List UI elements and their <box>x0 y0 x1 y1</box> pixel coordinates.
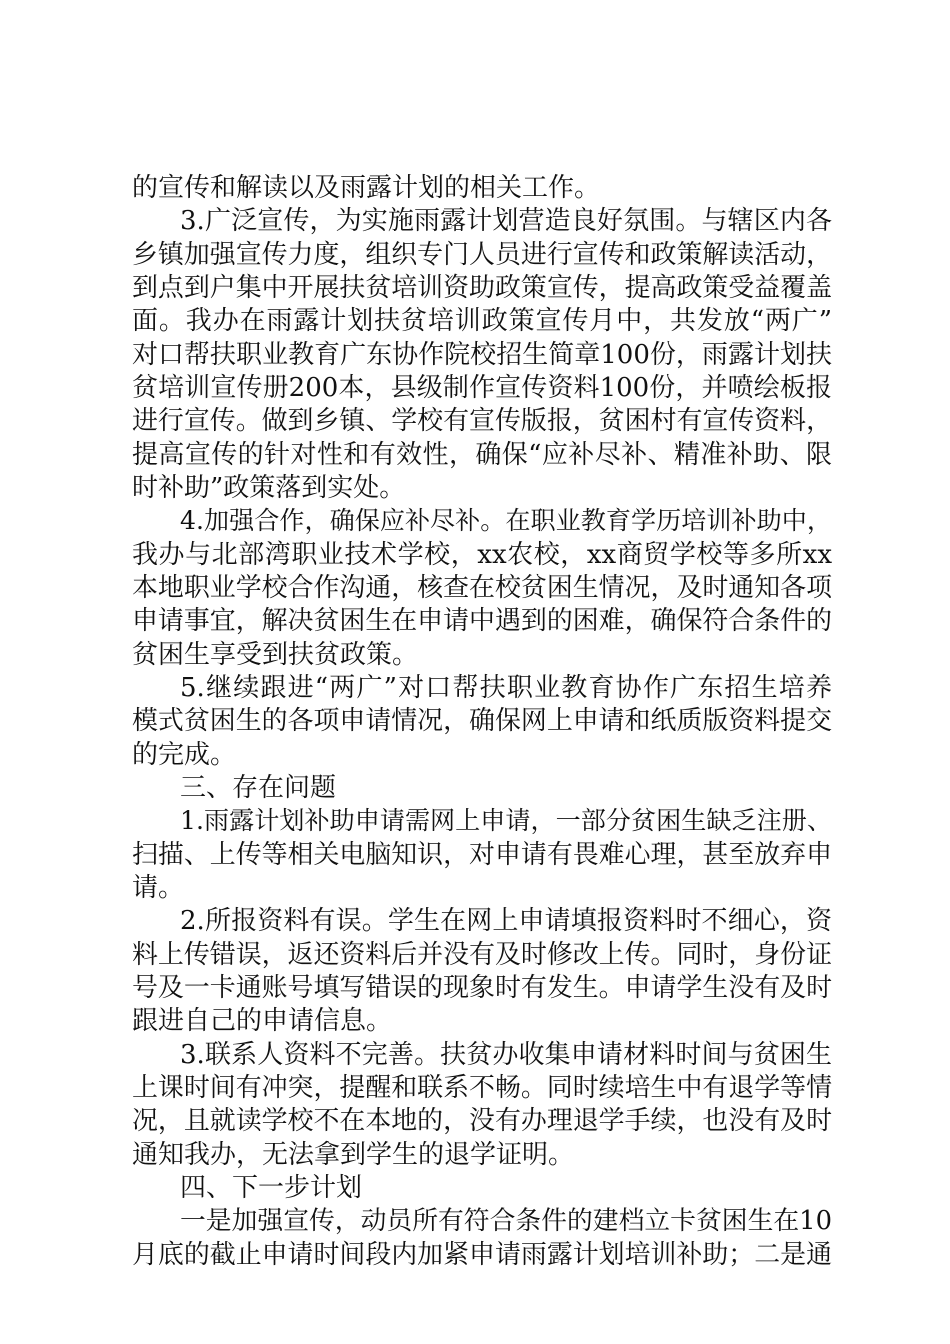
text-line: 号及一卡通账号填写错误的现象时有发生。申请学生没有及时 <box>132 973 832 1003</box>
section-heading: 四、下一步计划 <box>180 1173 363 1203</box>
text-line: 面。我办在雨露计划扶贫培训政策宣传月中，共发放“两广” <box>132 306 832 336</box>
text-line: 料上传错误，返还资料后并没有及时修改上传。同时，身份证 <box>132 940 832 970</box>
text-line: 本地职业学校合作沟通，核查在校贫困生情况，及时通知各项 <box>132 573 832 603</box>
text-line: 的完成。 <box>132 740 237 770</box>
text-line: 月底的截止申请时间段内加紧申请雨露计划培训补助；二是通 <box>132 1240 832 1270</box>
text-line: 通知我办，无法拿到学生的退学证明。 <box>132 1140 575 1170</box>
text-line: 对口帮扶职业教育广东协作院校招生简章100份，雨露计划扶 <box>132 340 832 370</box>
text-line: 进行宣传。做到乡镇、学校有宣传版报，贫困村有宣传资料， <box>132 406 832 436</box>
paragraph-first-line: 2.所报资料有误。学生在网上申请填报资料时不细心，资 <box>180 906 832 936</box>
paragraph-first-line: 5.继续跟进“两广”对口帮扶职业教育协作广东招生培养 <box>180 673 832 703</box>
paragraph-first-line: 3.广泛宣传，为实施雨露计划营造良好氛围。与辖区内各 <box>180 206 832 236</box>
paragraph-first-line: 4.加强合作，确保应补尽补。在职业教育学历培训补助中， <box>180 506 832 535</box>
text-line: 到点到户集中开展扶贫培训资助政策宣传，提高政策受益覆盖 <box>132 273 832 303</box>
text-line: 提高宣传的针对性和有效性，确保“应补尽补、精准补助、限 <box>132 440 832 470</box>
text-line: 上课时间有冲突，提醒和联系不畅。同时续培生中有退学等情 <box>132 1073 832 1103</box>
paragraph-first-line: 一是加强宣传，动员所有符合条件的建档立卡贫困生在10 <box>180 1206 832 1236</box>
text-line: 况，且就读学校不在本地的，没有办理退学手续，也没有及时 <box>132 1106 832 1136</box>
text-line: 的宣传和解读以及雨露计划的相关工作。 <box>132 173 601 203</box>
paragraph-first-line: 3.联系人资料不完善。扶贫办收集申请材料时间与贫困生 <box>180 1040 832 1070</box>
text-line: 申请事宜，解决贫困生在申请中遇到的困难，确保符合条件的 <box>132 606 832 636</box>
text-line: 乡镇加强宣传力度，组织专门人员进行宣传和政策解读活动， <box>132 240 832 270</box>
paragraph-first-line: 1.雨露计划补助申请需网上申请，一部分贫困生缺乏注册、 <box>180 806 832 835</box>
text-line: 请。 <box>132 873 185 903</box>
text-line: 扫描、上传等相关电脑知识，对申请有畏难心理，甚至放弃申 <box>132 840 832 870</box>
text-line: 跟进自己的申请信息。 <box>132 1006 393 1036</box>
text-line: 时补助”政策落到实处。 <box>132 473 406 503</box>
section-heading: 三、存在问题 <box>180 773 337 803</box>
text-line: 我办与北部湾职业技术学校，xx农校，xx商贸学校等多所xx <box>132 540 832 570</box>
text-line: 贫困生享受到扶贫政策。 <box>132 640 419 670</box>
text-line: 贫培训宣传册200本，县级制作宣传资料100份，并喷绘板报 <box>132 373 832 403</box>
text-line: 模式贫困生的各项申请情况，确保网上申请和纸质版资料提交 <box>132 706 832 736</box>
